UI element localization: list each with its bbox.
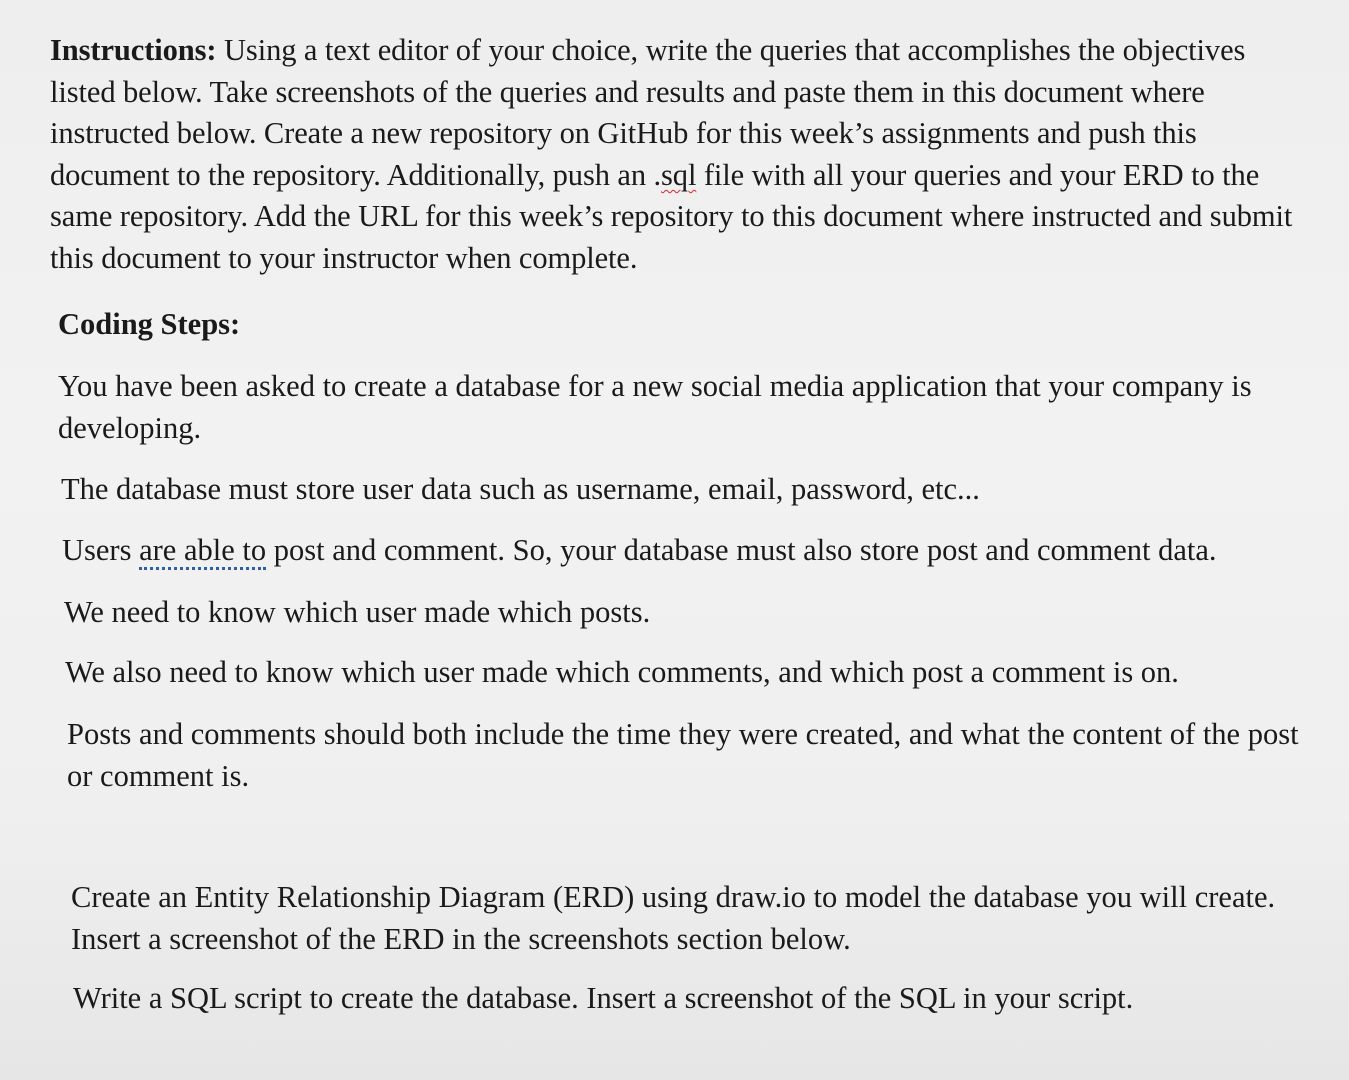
step-sql-script: Write a SQL script to create the database. Insert a screenshot of the SQL in your script. [73, 981, 1134, 1015]
step-intro: You have been asked to create a database for a new social media application that your company is developing. [58, 369, 1252, 445]
instructions-paragraph [50, 30, 1295, 280]
spellcheck-word-sql: sql [661, 157, 697, 192]
step-user-data: The database must store user data such as username, email, password, etc... [61, 472, 980, 506]
users-suffix: post and comment. So, your database must also store post and comment data. [266, 533, 1217, 567]
step-erd: Create an Entity Relationship Diagram (ERD) using draw.io to model the database you will create. Insert a screenshot of the ERD in the screenshots section below. [71, 880, 1276, 956]
step-comments-user: We also need to know which user made which comments, and which post a comment is on. [65, 655, 1179, 689]
users-prefix: Users [62, 533, 140, 567]
document-body [50, 30, 1320, 1015]
coding-steps-heading: Coding Steps: [58, 307, 241, 341]
step-timestamps: Posts and comments should both include the time they were created, and what the content of the post or comment is. [67, 717, 1299, 793]
instructions-text-part2: file with all your queries and your ERD to the same repository. Add the URL for this week’s repository to this document where instructed and submit this document to your instructor when complete. [50, 157, 1293, 275]
step-users-post-comment [62, 530, 1312, 572]
step-posts-user: We need to know which user made which posts. [64, 595, 651, 629]
instructions-text-part1: Using a text editor of your choice, write the queries that accomplishes the objectives listed below. Take screenshots of the queries and results and paste them in this document where instructed below. Create a new repository on GitHub for this week’s assignments and push this document to the repository. Additionally, push an . [50, 33, 1246, 192]
grammar-flag-are-able-to: are able to [139, 533, 266, 570]
instructions-label: Instructions: [50, 33, 217, 67]
